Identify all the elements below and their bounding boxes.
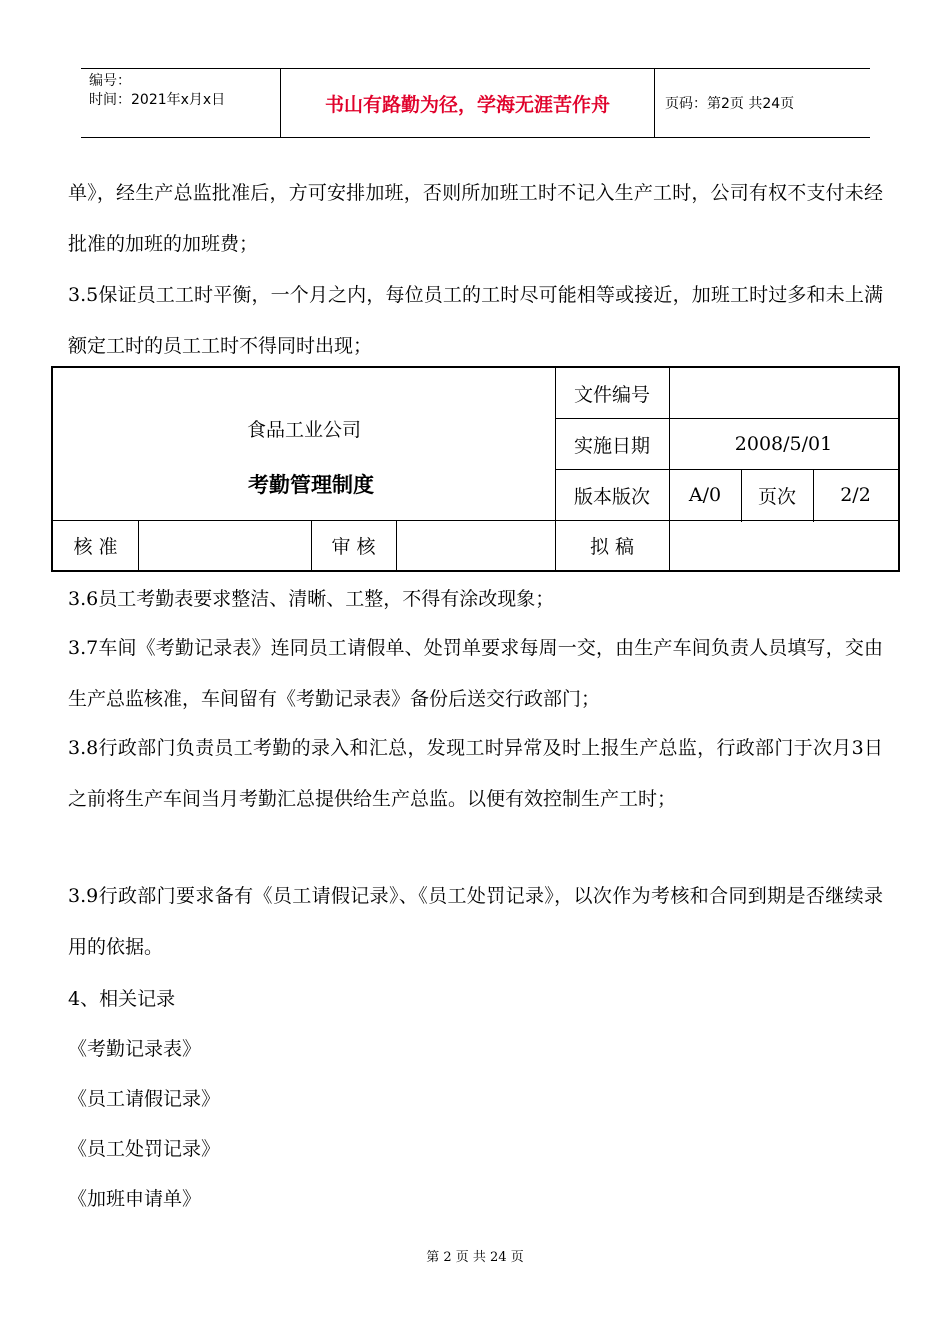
file-no-value [669, 368, 898, 418]
draft-label: 拟 稿 [589, 536, 635, 558]
number-label: 编号： [89, 73, 131, 89]
impl-date-label: 实施日期 [573, 434, 650, 457]
review-label: 审 核 [331, 536, 376, 558]
company-name: 食品工业公司 [246, 418, 361, 441]
page-label: 页次 [757, 485, 796, 508]
page-footer: 第 2 页 共 24 页 [426, 1250, 524, 1265]
record-item: 《加班申请单》 [68, 1188, 202, 1210]
time-label: 时间：2021年x月x日 [89, 92, 226, 108]
paragraph-3-5: 3.5保证员工工时平衡，一个月之内，每位员工的工时尽可能相等或接近，加班工时过多和未上满额定工时的员工工时不得同时出现； [68, 284, 883, 357]
header-page-info: 页码：第2页 共24页 [665, 96, 795, 112]
record-item: 《员工处罚记录》 [68, 1138, 221, 1160]
paragraph-3-7: 3.7车间《考勤记录表》连同员工请假单、处罚单要求每周一交，由生产车间负责人员填写，交由生产总监核准，车间留有《考勤记录表》备份后送交行政部门； [68, 637, 883, 710]
file-no-label: 文件编号 [573, 383, 650, 406]
document-title: 考勤管理制度 [248, 473, 374, 497]
header-motto: 书山有路勤为径，学海无涯苦作舟 [281, 69, 655, 137]
page-value: 2/2 [840, 484, 871, 506]
section-4-heading: 4、相关记录 [68, 988, 176, 1010]
approve-label: 核 准 [73, 536, 118, 558]
version-value: A/0 [688, 484, 722, 506]
paragraph-overtime-approval: 单》，经生产总监批准后，方可安排加班，否则所加班工时不记入生产工时，公司有权不支付未经批准的加班的加班费； [68, 182, 883, 255]
record-item: 《考勤记录表》 [68, 1038, 202, 1060]
page-header [81, 68, 870, 138]
impl-date-value: 2008/5/01 [734, 433, 833, 455]
paragraph-3-6: 3.6员工考勤表要求整洁、清晰、工整，不得有涂改现象； [68, 588, 555, 610]
document-control-table [51, 366, 900, 572]
paragraph-3-9: 3.9行政部门要求备有《员工请假记录》、《员工处罚记录》，以次作为考核和合同到期是否继续录用的依据。 [68, 885, 883, 958]
paragraph-3-8: 3.8行政部门负责员工考勤的录入和汇总，发现工时异常及时上报生产总监，行政部门于次月3日之前将生产车间当月考勤汇总提供给生产总监。以便有效控制生产工时； [68, 737, 883, 810]
version-label: 版本版次 [573, 485, 650, 508]
record-item: 《员工请假记录》 [68, 1088, 221, 1110]
header-meta [81, 69, 281, 137]
